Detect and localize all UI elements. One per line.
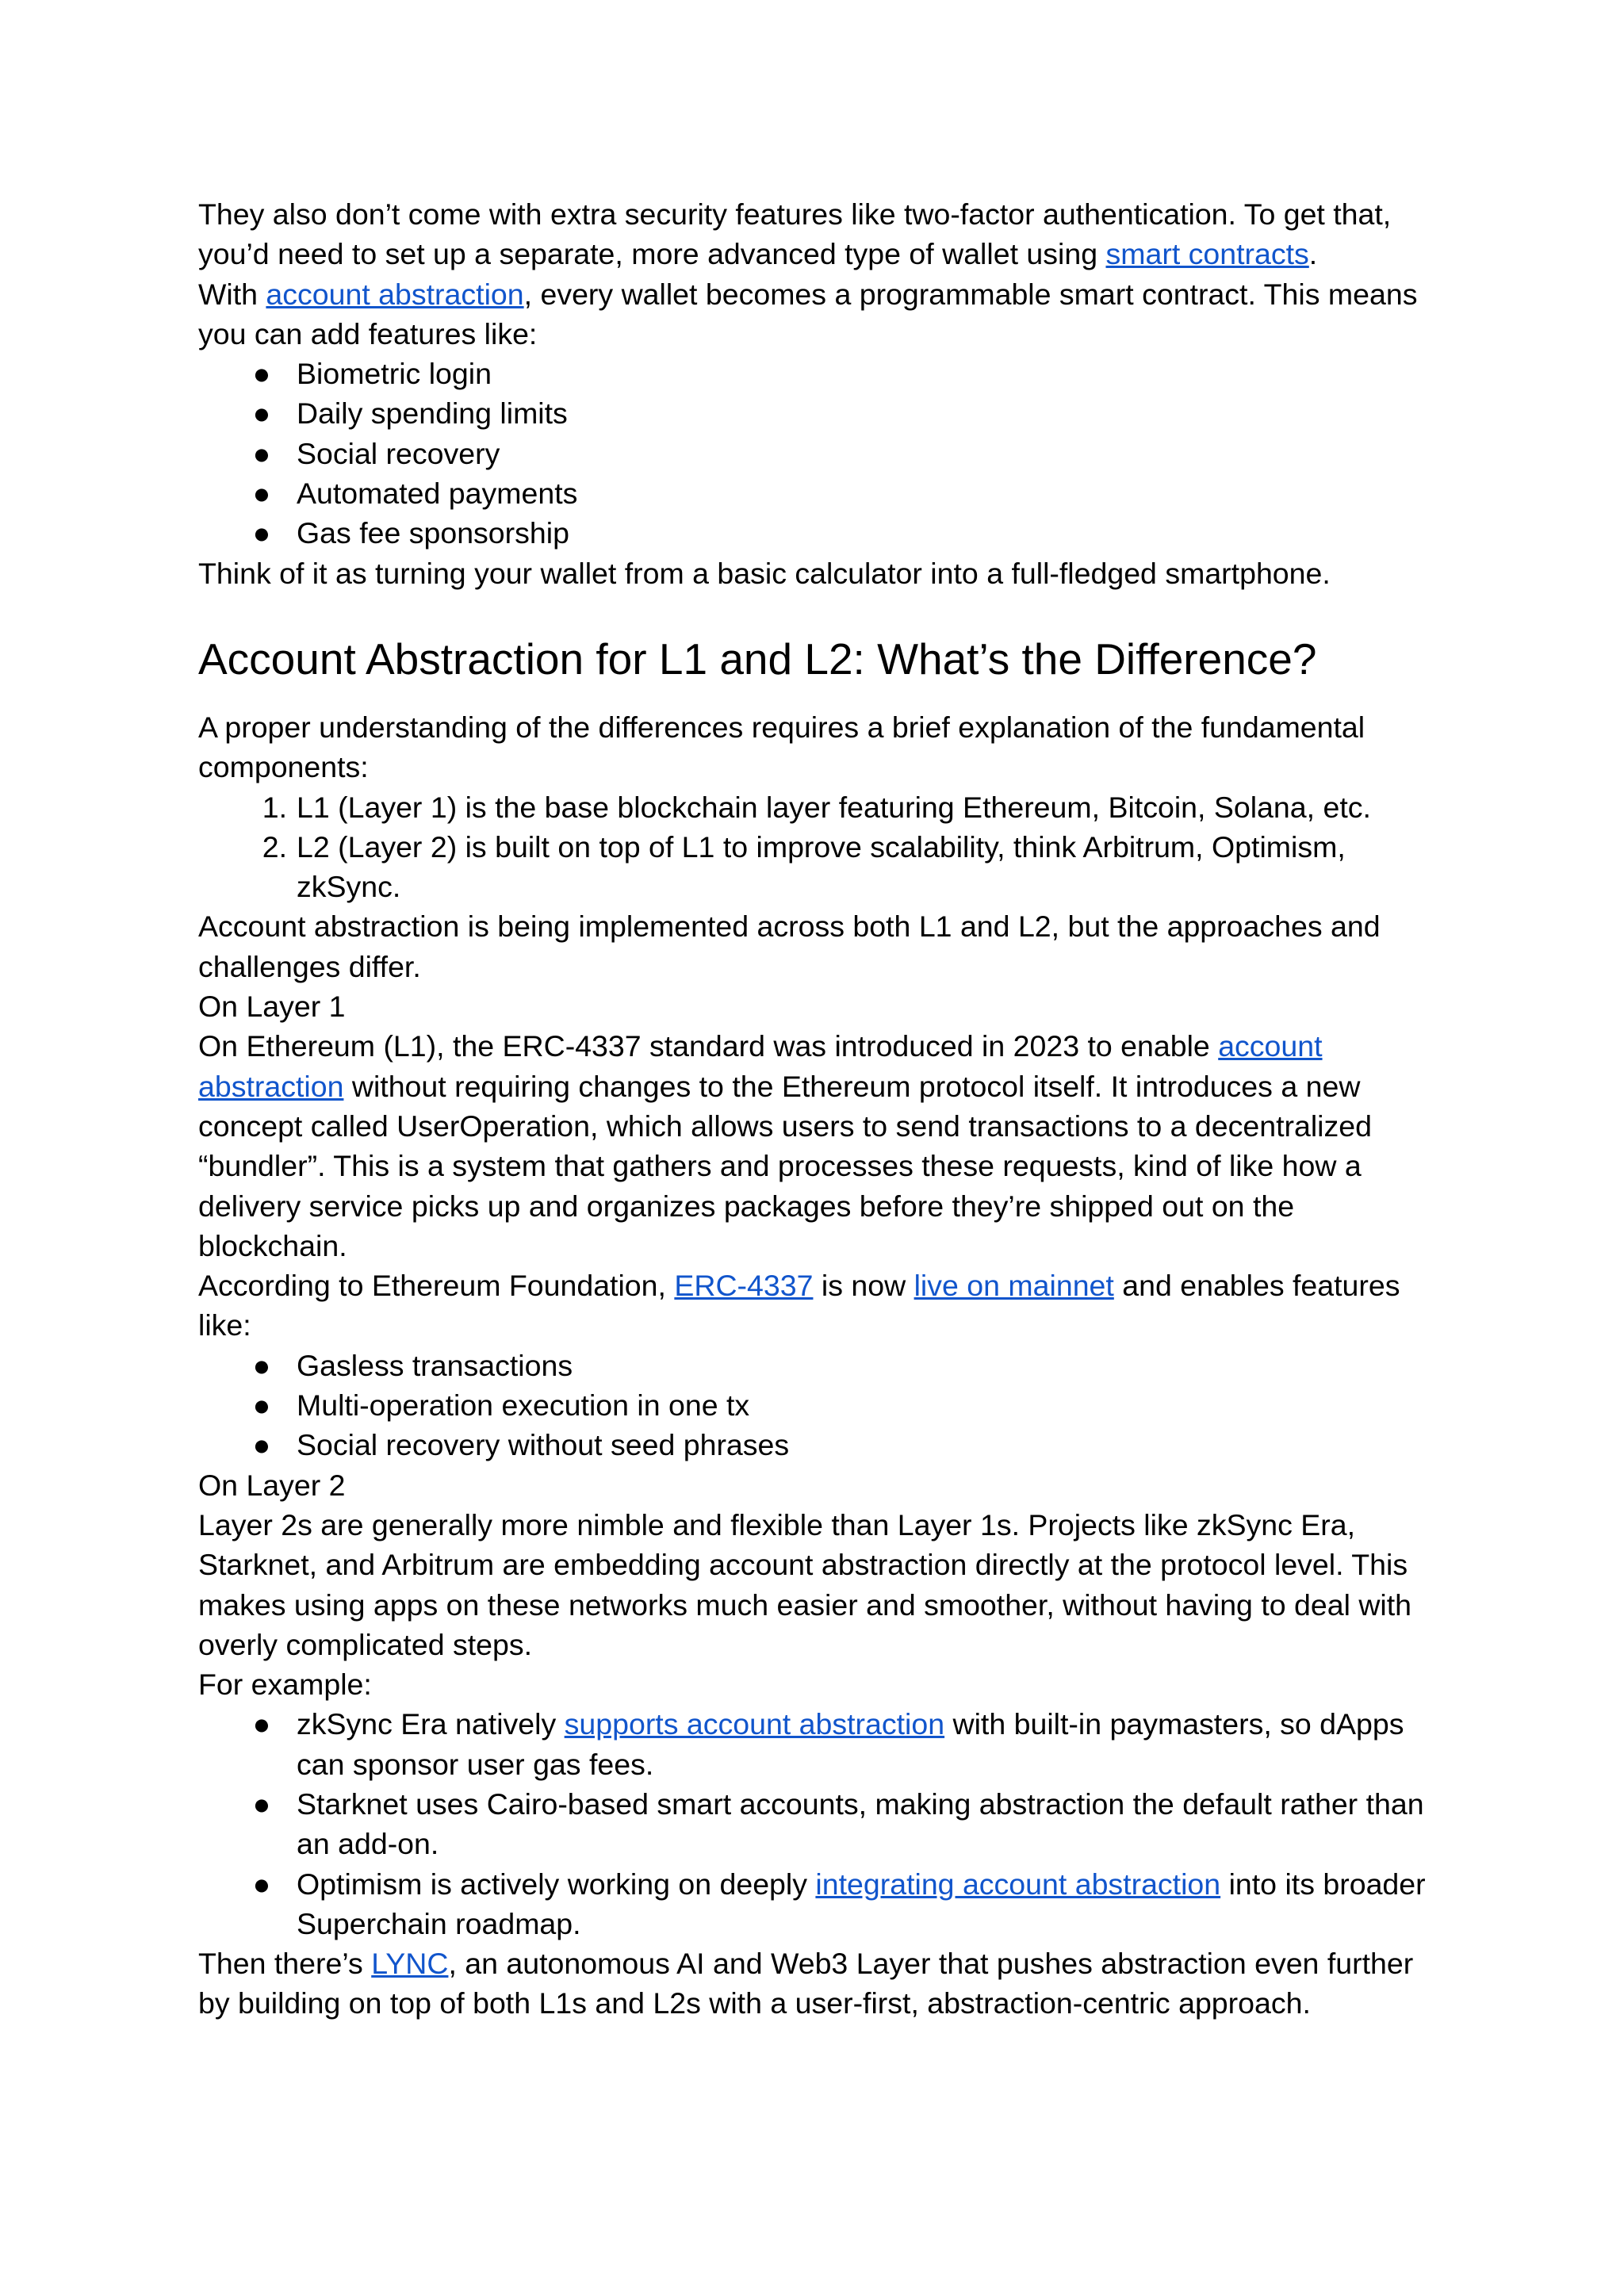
example-label: For example: bbox=[198, 1668, 372, 1702]
account-abstraction-link-2[interactable]: account abstraction bbox=[198, 1029, 1323, 1103]
approaches-paragraph: Account abstraction is being implemented across both L1 and L2, but the approaches and challenges differ. bbox=[198, 910, 1381, 983]
document-page bbox=[198, 194, 1451, 2024]
bullet-icon: ● bbox=[252, 1348, 271, 1382]
list-item: 2. L2 (Layer 2) is built on top of L1 to improve scalability, think Arbitrum, Optimism, zkSync. bbox=[198, 827, 1451, 907]
bullet-icon: ● bbox=[252, 357, 271, 391]
bullet-icon: ● bbox=[252, 1787, 271, 1821]
bullet-icon: ● bbox=[252, 396, 271, 431]
layer2-paragraph: Layer 2s are generally more nimble and flexible than Layer 1s. Projects like zkSync Era, Starknet, and Arbitrum are embedding account abstraction directly at the protocol level. This makes using apps on these networks much easier and smoother, without having to deal with overly complicated steps. bbox=[198, 1507, 1412, 1661]
lync-closing-paragraph: Then there’s LYNC, an autonomous AI and Web3 Layer that pushes abstraction even further by building on top of both L1s and L2s with a user-first, abstraction-centric approach. bbox=[198, 1947, 1414, 2020]
list-item: ● Biometric login bbox=[198, 354, 1451, 393]
layer1-features-list bbox=[198, 1346, 1451, 1465]
list-item: ● Gasless transactions bbox=[198, 1346, 1451, 1385]
intro-closing-paragraph: Think of it as turning your wallet from a basic calculator into a full-fledged smartphone. bbox=[198, 556, 1331, 590]
list-number: 1. bbox=[262, 790, 287, 824]
layer2-subheading: On Layer 2 bbox=[198, 1468, 346, 1502]
live-on-mainnet-link[interactable]: live on mainnet bbox=[914, 1269, 1114, 1303]
wallet-features-list bbox=[198, 354, 1451, 553]
bullet-icon: ● bbox=[252, 1707, 271, 1741]
account-abstraction-link[interactable]: account abstraction bbox=[266, 277, 524, 311]
supports-account-abstraction-link[interactable]: supports account abstraction bbox=[564, 1707, 945, 1741]
list-item: ● Automated payments bbox=[198, 473, 1451, 513]
list-item: ● Multi-operation execution in one tx bbox=[198, 1385, 1451, 1425]
bullet-icon: ● bbox=[252, 1388, 271, 1423]
smart-contracts-link[interactable]: smart contracts bbox=[1105, 237, 1309, 271]
lync-link[interactable]: LYNC bbox=[371, 1947, 449, 1981]
bullet-icon: ● bbox=[252, 477, 271, 511]
list-item: 1. L1 (Layer 1) is the base blockchain layer featuring Ethereum, Bitcoin, Solana, etc. bbox=[198, 787, 1451, 827]
list-number: 2. bbox=[262, 829, 287, 864]
list-item: ● Starknet uses Cairo-based smart accounts, making abstraction the default rather than an add-on. bbox=[198, 1784, 1451, 1864]
layer1-erc4337-paragraph: On Ethereum (L1), the ERC-4337 standard was introduced in 2023 to enable account abstraction without requiring changes to the Ethereum protocol itself. It introduces a new concept called UserOperation, which allows users to send transactions to a decentralized “bundler”. This is a system that gathers and processes these requests, kind of like how a delivery service picks up and organizes packages before they’re shipped out on the blockchain. bbox=[198, 1029, 1372, 1262]
bullet-icon: ● bbox=[252, 1867, 271, 1901]
list-item: ● Optimism is actively working on deeply integrating account abstraction into its broader Superchain roadmap. bbox=[198, 1864, 1451, 1944]
list-item: ● Social recovery bbox=[198, 434, 1451, 473]
intro-paragraph-abstraction: With account abstraction, every wallet becomes a programmable smart contract. This means you can add features like: bbox=[198, 277, 1418, 350]
intro-paragraph-security: They also don’t come with extra security features like two-factor authentication. To get that, you’d need to set up a separate, more advanced type of wallet using smart contracts. bbox=[198, 197, 1392, 271]
list-item: ● zkSync Era natively supports account abstraction with built-in paymasters, so dApps can sponsor user gas fees. bbox=[198, 1704, 1451, 1784]
erc4337-link[interactable]: ERC-4337 bbox=[674, 1269, 814, 1303]
layer1-subheading: On Layer 1 bbox=[198, 990, 346, 1024]
list-item: ● Gas fee sponsorship bbox=[198, 513, 1451, 553]
layer-definitions-list bbox=[198, 787, 1451, 907]
integrating-account-abstraction-link[interactable]: integrating account abstraction bbox=[815, 1867, 1221, 1901]
layer1-foundation-paragraph: According to Ethereum Foundation, ERC-4337 is now live on mainnet and enables features like: bbox=[198, 1269, 1400, 1342]
bullet-icon: ● bbox=[252, 1428, 271, 1462]
section-intro-paragraph: A proper understanding of the differences requires a brief explanation of the fundamental components: bbox=[198, 710, 1365, 784]
bullet-icon: ● bbox=[252, 436, 271, 470]
list-item: ● Daily spending limits bbox=[198, 393, 1451, 433]
bullet-icon: ● bbox=[252, 516, 271, 550]
list-item: ● Social recovery without seed phrases bbox=[198, 1425, 1451, 1465]
layer2-examples-list bbox=[198, 1704, 1451, 1944]
section-heading: Account Abstraction for L1 and L2: What’s the Difference? bbox=[198, 634, 1317, 684]
